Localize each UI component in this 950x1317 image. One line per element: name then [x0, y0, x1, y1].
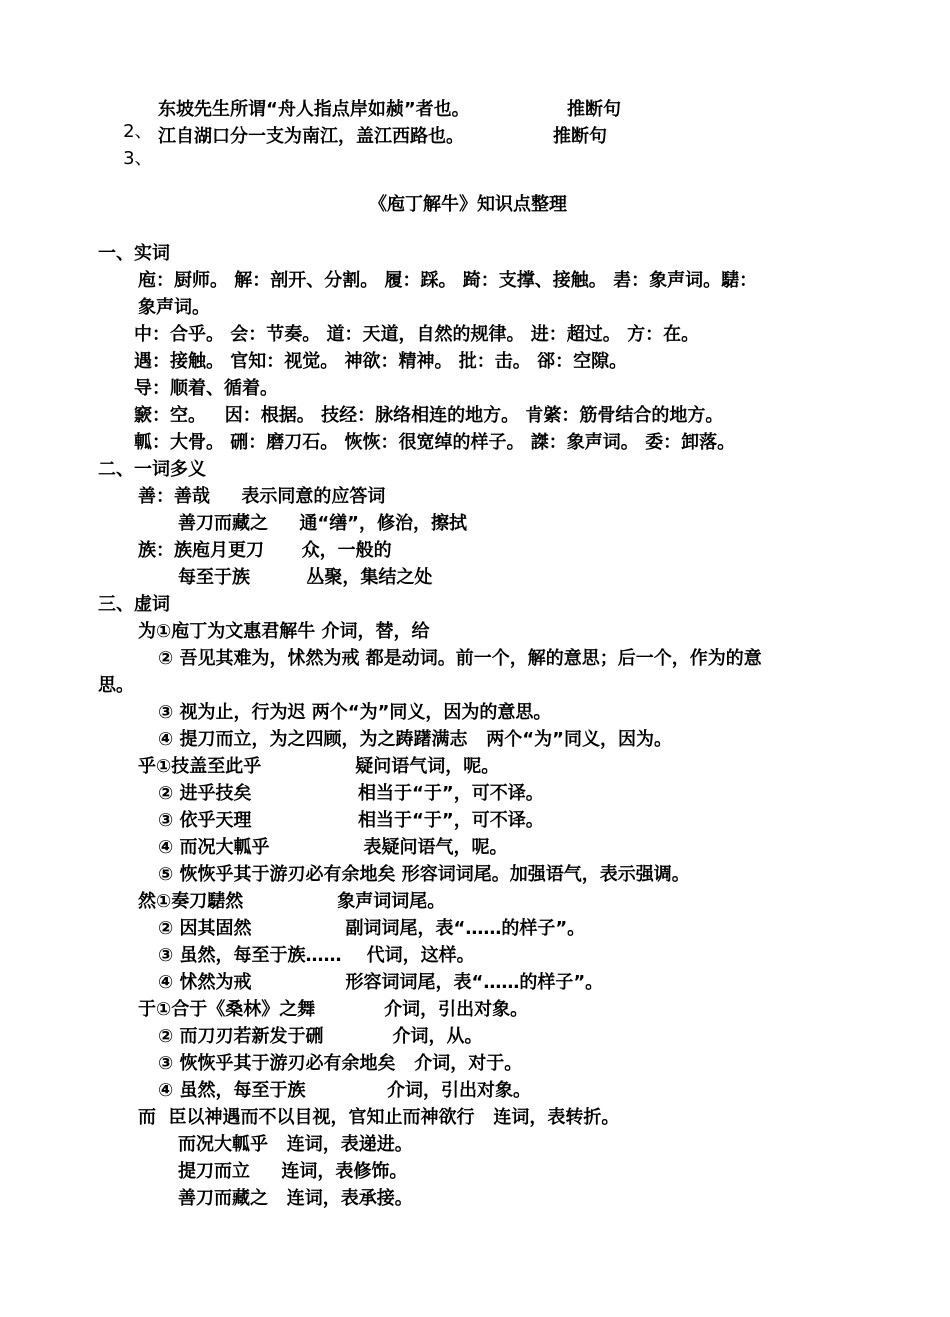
- content-line: ④ 而况大軱乎 表疑问语气，呢。: [158, 837, 508, 858]
- content-line: ③ 虽然，每至于族…… 代词，这样。: [158, 945, 475, 966]
- section-heading: 二、一词多义: [98, 459, 206, 480]
- numbered-item: [98, 126, 153, 192]
- content-line: ② 进乎技矣 相当于“于”，可不译。: [158, 783, 544, 804]
- content-line: 提刀而立 连词，表修饰。: [178, 1161, 408, 1182]
- content-line: 思。: [98, 675, 134, 696]
- content-line: 庖：厨师。 解：剖开、分割。 履：踩。 踦：支撑、接触。 砉：象声词。騞：: [138, 270, 758, 291]
- item-type: 推断句: [553, 126, 607, 147]
- item-type: 推断句: [567, 99, 621, 120]
- content-line: 然①奏刀騞然 象声词词尾。: [138, 891, 446, 912]
- content-line: ③ 恢恢乎其于游刃必有余地矣 介词，对于。: [158, 1053, 523, 1074]
- content-line: 中：合乎。 会：节奏。 道：天道，自然的规律。 进：超过。 方：在。: [134, 324, 700, 345]
- content-line: ④ 提刀而立，为之四顾，为之踌躇满志 两个“为”同义，因为。: [158, 729, 672, 750]
- content-line: 善：善哉 表示同意的应答词: [138, 486, 386, 507]
- section-heading: 一、实词: [98, 243, 170, 264]
- content-line: 窾：空。 因：根据。 技经：脉络相连的地方。 肯綮：筋骨结合的地方。: [134, 405, 724, 426]
- item-text: 东坡先生所谓“舟人指点岸如赪”者也。: [158, 99, 470, 120]
- content-line: 于①合于《桑林》之舞 介词，引出对象。: [138, 999, 529, 1020]
- content-line: 遇：接触。 官知：视觉。 神欲：精神。 批：击。 郤：空隙。: [134, 351, 628, 372]
- content-line: 象声词。: [138, 297, 210, 318]
- document-title: 《庖丁解牛》知识点整理: [369, 194, 567, 215]
- item-text: 江自湖口分一支为南江，盖江西路也。: [158, 126, 464, 147]
- content-line: ② 吾见其难为，怵然为戒 都是动词。前一个，解的意思；后一个，作为的意: [158, 648, 762, 669]
- content-line: 而况大軱乎 连词，表递进。: [178, 1134, 413, 1155]
- content-line: ⑤ 恢恢乎其于游刃必有余地矣 形容词词尾。加强语气，表示强调。: [158, 864, 690, 885]
- item-number: 2、: [123, 121, 153, 142]
- content-line: 每至于族 丛聚，集结之处: [178, 567, 433, 588]
- section-heading: 三、虚词: [98, 594, 170, 615]
- content-line: ② 因其固然 副词词尾，表“……的样子”。: [158, 918, 586, 939]
- content-line: 而 臣以神遇而不以目视，官知止而神欲行 连词，表转折。: [138, 1107, 620, 1128]
- content-line: ③ 视为止，行为迟 两个“为”同义，因为的意思。: [158, 702, 552, 723]
- content-line: ④ 怵然为戒 形容词词尾，表“……的样子”。: [158, 972, 604, 993]
- content-line: 乎①技盖至此乎 疑问语气词，呢。: [138, 756, 500, 777]
- item-number: 3、: [123, 148, 153, 169]
- content-line: ② 而刀刃若新发于硎 介词，从。: [158, 1026, 483, 1047]
- content-line: ④ 虽然，每至于族 介词，引出对象。: [158, 1080, 531, 1101]
- content-line: ③ 依乎天理 相当于“于”，可不译。: [158, 810, 544, 831]
- content-line: 善刀而藏之 连词，表承接。: [178, 1188, 413, 1209]
- content-line: 軱：大骨。 硎：磨刀石。 恢恢：很宽绰的样子。 謋：象声词。 委：卸落。: [134, 432, 736, 453]
- content-line: 族：族庖月更刀 众，一般的: [138, 540, 392, 561]
- content-line: 为①庖丁为文惠君解牛 介词，替，给: [138, 621, 430, 642]
- content-line: 善刀而藏之 通“缮”，修治，擦拭: [178, 513, 467, 534]
- content-line: 导：顺着、循着。: [134, 378, 278, 399]
